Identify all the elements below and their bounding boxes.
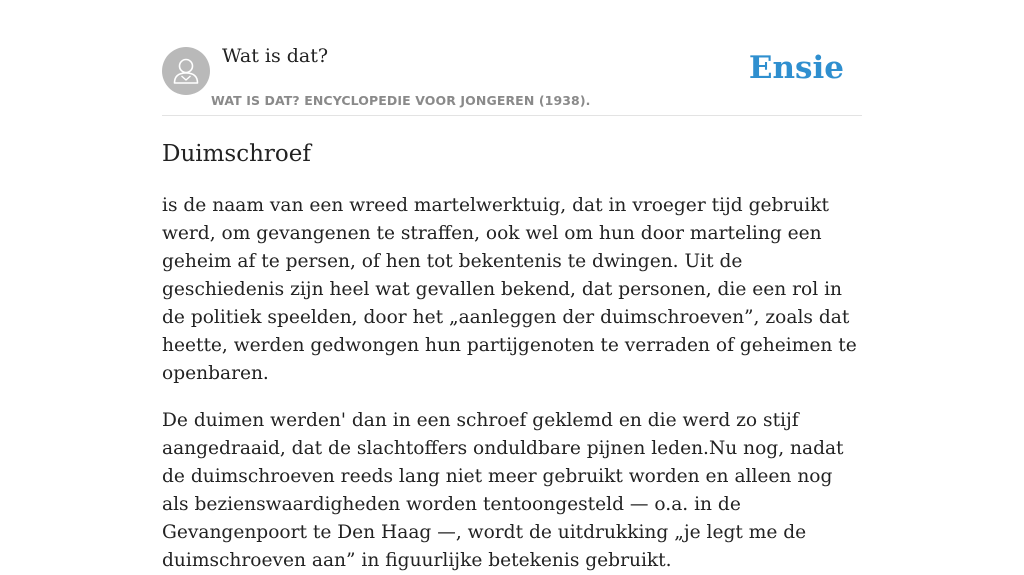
source-header — [162, 0, 862, 116]
source-subtitle[interactable]: WAT IS DAT? ENCYCLOPEDIE VOOR JONGEREN (1938). — [211, 93, 591, 108]
article-title: Duimschroef — [162, 141, 311, 167]
source-title[interactable]: Wat is dat? — [222, 45, 329, 67]
article-paragraph: De duimen werden' dan in een schroef geklemd en die werd zo stijf aangedraaid, dat de slachtoffers onduldbare pijnen leden.Nu nog, nadat de duimschroeven reeds lang niet meer gebruikt worden en alleen nog als bezienswaardigheden worden tentoongesteld — o.a. in de Gevangenpoort te Den Haag —, wordt de uitdrukking „je legt me de duimschroeven aan” in figuurlijke betekenis gebruikt. — [162, 410, 844, 571]
user-avatar-icon[interactable] — [162, 47, 210, 95]
brand-logo[interactable]: Ensie — [748, 50, 844, 86]
article-content — [162, 134, 862, 575]
article-paragraph: is de naam van een wreed martelwerktuig, dat in vroeger tijd gebruikt werd, om gevangenen te straffen, ook wel om hun door marteling een geheim af te persen, of hen tot bekentenis te dwingen. Uit de geschiedenis zijn heel wat gevallen bekend, dat personen, die een rol in de politiek speelden, door het „aanleggen der duimschroeven”, zoals dat heette, werden gedwongen hun partijgenoten te verraden of geheimen te openbaren. — [162, 195, 857, 384]
